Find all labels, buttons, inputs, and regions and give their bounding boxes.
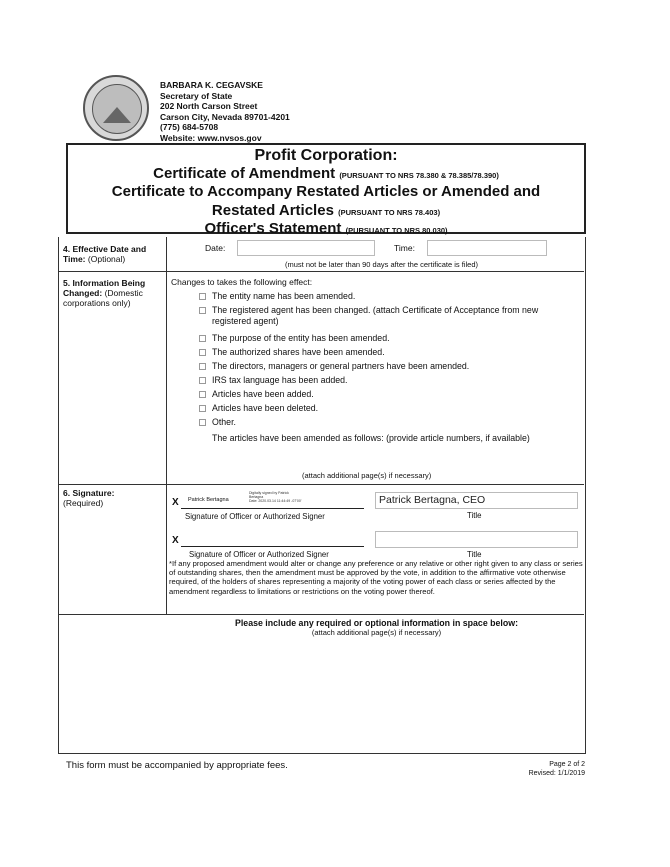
form-grid — [58, 237, 586, 754]
option-checkbox[interactable] — [199, 419, 206, 426]
signature2-line[interactable] — [181, 546, 364, 547]
section6-label-bold: 6. Signature: — [63, 488, 115, 498]
title-line5-ref: (PURSUANT TO NRS 80.030) — [345, 226, 448, 235]
signature1-caption: Signature of Officer or Authorized Signer — [185, 512, 325, 521]
title-line4-main: Restated Articles — [211, 202, 334, 219]
title1-caption: Title — [467, 511, 482, 520]
office-header — [160, 80, 290, 144]
title-line4 — [68, 202, 584, 219]
section4-label-bold: 4. Effective Date and Time: — [63, 244, 147, 264]
option-label: The registered agent has been changed. (attach Certificate of Acceptance from new registered agent) — [212, 305, 539, 326]
title-line3: Certificate to Accompany Restated Articles or Amended and — [111, 183, 541, 200]
option-checkbox[interactable] — [199, 293, 206, 300]
section5-label — [63, 278, 163, 308]
option-checkbox[interactable] — [199, 307, 206, 314]
option-label: Articles have been deleted. — [212, 403, 319, 413]
title-line2-ref: (PURSUANT TO NRS 78.380 & 78.385/78.390) — [339, 171, 499, 180]
website: Website: www.nvsos.gov — [160, 132, 262, 143]
section4-label-note: (Optional) — [87, 254, 126, 264]
title2-caption: Title — [467, 550, 482, 559]
signature1-x-mark: X — [172, 497, 179, 508]
option-checkbox[interactable] — [199, 349, 206, 356]
fees-notice: This form must be accompanied by appropriate fees. — [66, 760, 288, 771]
digital-signature-line: Date: 2020.03.14 11:44:49 -07'00' — [249, 499, 302, 503]
signer1-name: Patrick Bertagna — [188, 497, 229, 503]
option-label: The entity name has been amended. — [212, 291, 356, 301]
option-label: Articles have been added. — [212, 389, 314, 399]
option-checkbox[interactable] — [199, 335, 206, 342]
title-line4-ref: (PURSUANT TO NRS 78.403) — [338, 208, 441, 217]
date-label: Date: — [205, 243, 226, 253]
option-checkbox[interactable] — [199, 405, 206, 412]
signature2-caption: Signature of Officer or Authorized Signer — [189, 550, 329, 559]
form-title-box — [66, 143, 586, 237]
street-address: 202 North Carson Street — [160, 101, 258, 112]
option-checkbox[interactable] — [199, 391, 206, 398]
title-line2 — [68, 165, 584, 182]
title2-field[interactable] — [375, 531, 578, 548]
signature1-line[interactable] — [181, 508, 364, 509]
option-label: IRS tax language has been added. — [212, 375, 348, 385]
section4-label — [63, 244, 163, 264]
section5-label-note: (Domestic corporations only) — [63, 288, 143, 308]
city-address: Carson City, Nevada 89701-4201 — [160, 111, 290, 122]
option-checkbox[interactable] — [199, 377, 206, 384]
section6-label-note: (Required) — [63, 498, 104, 508]
state-seal — [83, 75, 149, 141]
title-line5 — [68, 220, 584, 237]
time-label: Time: — [394, 243, 415, 253]
section5-label-bold: 5. Information Being Changed: — [63, 278, 146, 298]
option-label: The purpose of the entity has been amended. — [212, 333, 390, 343]
title1-field[interactable]: Patrick Bertagna, CEO — [375, 492, 578, 509]
option-label: Other. — [212, 417, 236, 427]
signature2-x-mark: X — [172, 535, 179, 546]
title-line2-main: Certificate of Amendment — [153, 165, 336, 182]
additional-info-heading: Please include any required or optional information in space below: — [234, 618, 519, 628]
revision-date: Revised: 1/1/2019 — [528, 769, 585, 777]
digital-signature-line: Bertagna — [249, 495, 264, 499]
page-number: Page 2 of 2 — [549, 761, 585, 768]
option-label: The directors, managers or general partners have been amended. — [212, 361, 470, 371]
section5-attach-note: (attach additional page(s) if necessary) — [302, 471, 432, 480]
option-checkbox[interactable] — [199, 363, 206, 370]
option-label: The authorized shares have been amended. — [212, 347, 385, 357]
additional-info-note: (attach additional page(s) if necessary) — [311, 628, 442, 637]
secretary-name: BARBARA K. CEGAVSKE — [160, 80, 263, 90]
page-info — [520, 761, 585, 778]
title-line1: Profit Corporation: — [254, 147, 398, 164]
phone-number: (775) 684-5708 — [160, 122, 219, 133]
title-line5-main: Officer's Statement — [204, 220, 342, 237]
digital-signature-line: Digitally signed by Patrick — [249, 491, 289, 495]
effective-date-field[interactable] — [237, 240, 375, 256]
effective-time-field[interactable] — [427, 240, 547, 256]
date-limit-note: (must not be later than 90 days after the certificate is filed) — [285, 260, 479, 269]
office-title: Secretary of State — [160, 90, 233, 101]
amended-instructions: The articles have been amended as follows: (provide article numbers, if available) — [212, 433, 530, 443]
additional-info-area[interactable] — [61, 639, 581, 749]
section6-label — [63, 488, 163, 508]
changes-intro: Changes to takes the following effect: — [171, 277, 313, 287]
approval-footnote: *If any proposed amendment would alter or change any preference or any relative or other right given to any class or series of outstanding shares, then the amendment must be approved by the vote, in addition to the affirmative vote otherwise required, of the holders of shares representing a majority of the voting power of each class or series affected by the amendment regardless to limitations or restrictions on the voting power thereof. — [169, 559, 583, 596]
